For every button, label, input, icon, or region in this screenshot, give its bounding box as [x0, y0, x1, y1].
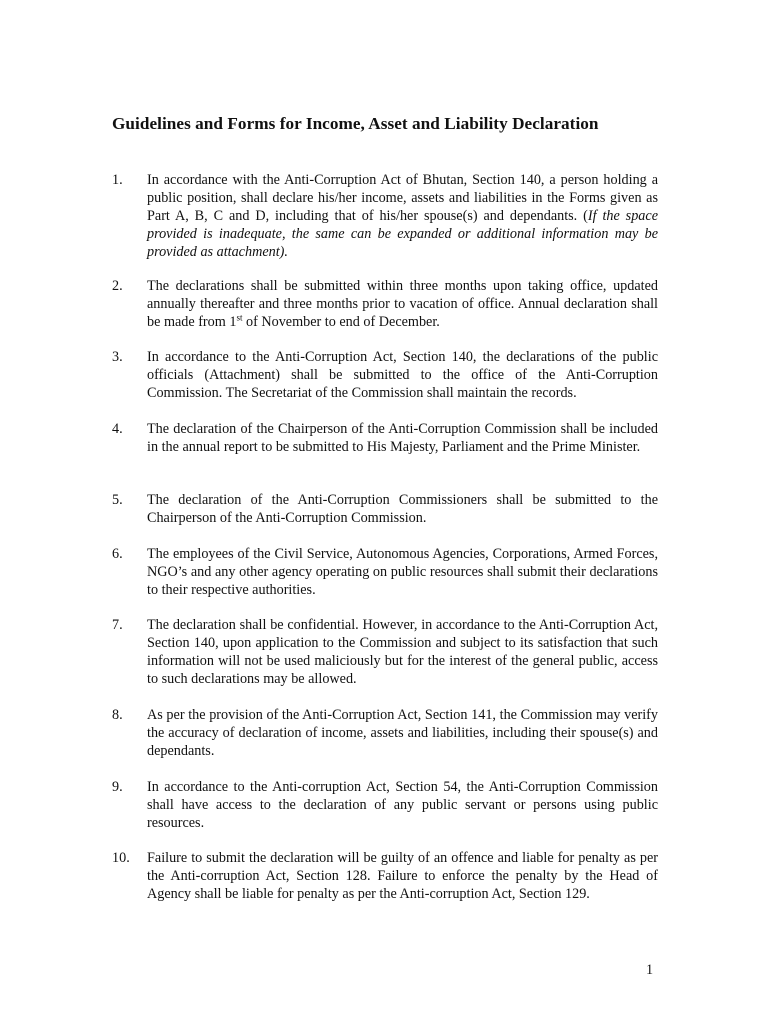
guideline-item-5 [112, 491, 658, 527]
page-title: Guidelines and Forms for Income, Asset and Liability Declaration [112, 114, 599, 133]
item-text: The declaration shall be confidential. However, in accordance to the Anti-Corruption Act, Section 140, upon application to the Commission and subject to its satisfaction that such information will not be used maliciously but for the interest of the general public, access to such declarations may be allowed. [147, 617, 658, 687]
guideline-item-6 [112, 545, 658, 599]
item-text: The employees of the Civil Service, Autonomous Agencies, Corporations, Armed Forces, NGO’s and any other agency operating on public resources shall submit their declarations to their respective authorities. [147, 546, 658, 598]
item-number: 6. [112, 546, 123, 562]
item-text: The declaration of the Chairperson of the Anti-Corruption Commission shall be included in the annual report to be submitted to His Majesty, Parliament and the Prime Minister. [147, 421, 658, 455]
guideline-item-3 [112, 348, 658, 402]
item-text: As per the provision of the Anti-Corruption Act, Section 141, the Commission may verify the accuracy of declaration of income, assets and liabilities, including their spouse(s) and dependants. [147, 707, 658, 759]
ordinal-superscript: st [236, 312, 243, 323]
guideline-item-7 [112, 616, 658, 688]
guideline-item-2 [112, 277, 658, 331]
item-note-italic: If the space provided is inadequate, the same can be expanded or additional information may be provided as attachment). [147, 208, 658, 260]
item-text: In accordance to the Anti-corruption Act, Section 54, the Anti-Corruption Commission shall have access to the declaration of any public servant or persons using public resources. [147, 779, 658, 831]
guideline-item-4 [112, 420, 658, 456]
item-text: In accordance to the Anti-Corruption Act, Section 140, the declarations of the public officials (Attachment) shall be submitted to the office of the Anti-Corruption Commission. The Secretariat of the Commission shall maintain the records. [147, 349, 658, 401]
item-number: 3. [112, 349, 123, 365]
item-number: 9. [112, 779, 123, 795]
item-number: 2. [112, 278, 123, 294]
item-text: The declaration of the Anti-Corruption Commissioners shall be submitted to the Chairperson of the Anti-Corruption Commission. [147, 492, 658, 526]
item-text: Failure to submit the declaration will be guilty of an offence and liable for penalty as per the Anti-corruption Act, Section 128. Failure to enforce the penalty by the Head of Agency shall be liable for penalty as per the Anti-corruption Act, Section 129. [147, 850, 658, 902]
page-number: 1 [646, 962, 654, 978]
guideline-item-8 [112, 706, 658, 760]
guideline-item-9 [112, 778, 658, 832]
item-text: The declarations shall be submitted within three months upon taking office, updated annually thereafter and three months prior to vacation of office. Annual declaration shall be made from 1st of November to end of December. [147, 278, 658, 330]
guideline-item-1 [112, 171, 658, 261]
item-number: 1. [112, 172, 123, 188]
item-number: 5. [112, 492, 123, 508]
guideline-item-10 [112, 849, 658, 903]
item-number: 4. [112, 421, 123, 437]
item-number: 7. [112, 617, 123, 633]
item-number: 10. [112, 850, 130, 866]
item-text: In accordance with the Anti-Corruption Act of Bhutan, Section 140, a person holding a public position, shall declare his/her income, assets and liabilities in the Forms given as Part A, B, C and D, including that of his/her spouse(s) and dependants. (If the space provided is inadequate, the same can be expanded or additional information may be provided as attachment). [147, 172, 658, 260]
item-number: 8. [112, 707, 123, 723]
